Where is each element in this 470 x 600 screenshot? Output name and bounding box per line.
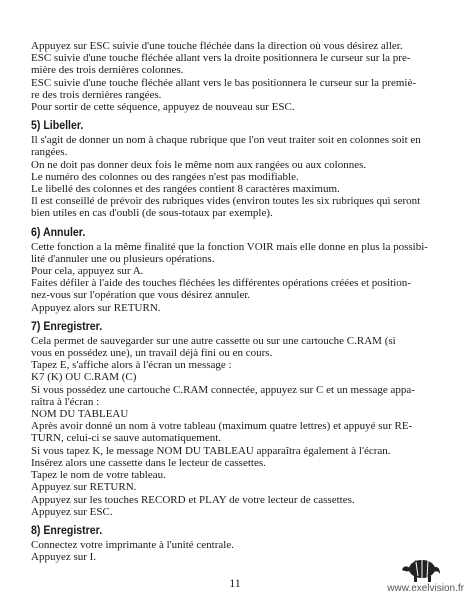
document-page <box>31 40 435 563</box>
text-line: Appuyez sur RETURN. <box>31 481 137 494</box>
text-line: Pour cela, appuyez sur A. <box>31 265 144 278</box>
text-line: bien utiles en cas d'oubli (de sous-totaux par exemple). <box>31 207 273 220</box>
text-line: Appuyez sur les touches RECORD et PLAY de votre lecteur de cassettes. <box>31 493 355 506</box>
text-line: Si vous possédez une cartouche C.RAM connectée, appuyez sur C et un message appa- <box>31 383 415 396</box>
text-line: rangées. <box>31 146 68 159</box>
section-enregistrer-7 <box>31 320 435 518</box>
text-line: Si vous tapez K, le message NOM DU TABLEAU apparaîtra également à l'écran. <box>31 444 391 457</box>
text-line: Appuyez sur I. <box>31 551 97 564</box>
section-enregistrer-8 <box>31 524 435 563</box>
text-line: Insérez alors une cassette dans le lecteur de cassettes. <box>31 456 266 469</box>
text-line: Appuyez sur ESC. <box>31 505 113 518</box>
text-line: vous en possédez une), un travail déjà fini ou en cours. <box>31 347 273 360</box>
text-line: TURN, celui-ci se sauve automatiquement. <box>31 432 221 445</box>
text-line: Cela permet de sauvegarder sur une autre cassette ou sur une cartouche C.RAM (si <box>31 334 396 347</box>
section-heading: 6) Annuler. <box>31 226 86 239</box>
armadillo-logo-icon <box>398 554 442 584</box>
text-line: Le libellé des colonnes et des rangées contient 8 caractères maximum. <box>31 183 340 196</box>
text-line: Tapez le nom de votre tableau. <box>31 469 166 482</box>
text-line: raîtra à l'écran : <box>31 395 100 408</box>
text-line: ESC suivie d'une touche fléchée allant vers la droite positionnera le curseur sur la pre- <box>31 52 411 65</box>
text-line: Le numéro des colonnes ou des rangées n'est pas modifiable. <box>31 170 299 183</box>
text-line: On ne doit pas donner deux fois le même nom aux rangées ou aux colonnes. <box>31 158 367 171</box>
text-line: Appuyez alors sur RETURN. <box>31 301 161 314</box>
text-line: Pour sortir de cette séquence, appuyez de nouveau sur ESC. <box>31 101 295 114</box>
text-line: Connectez votre imprimante à l'unité centrale. <box>31 538 234 551</box>
text-line: nez-vous sur l'opération que vous désirez annuler. <box>31 289 251 302</box>
text-line: Cette fonction a la même finalité que la fonction VOIR mais elle donne en plus la possibi- <box>31 240 428 253</box>
text-line: Tapez E, s'affiche alors à l'écran un message : <box>31 359 232 372</box>
section-heading: 5) Libeller. <box>31 120 84 133</box>
watermark: www.exelvision.fr <box>387 583 464 594</box>
section-libeller <box>31 119 435 219</box>
text-line: K7 (K) OU C.RAM (C) <box>31 371 137 384</box>
text-line: lité d'annuler une ou plusieurs opérations. <box>31 252 215 265</box>
intro-paragraph <box>31 40 435 113</box>
section-heading: 8) Enregistrer. <box>31 524 103 537</box>
text-line: ESC suivie d'une touche fléchée allant vers le bas positionnera le curseur sur la premiè- <box>31 76 417 89</box>
text-line: Il est conseillé de prévoir des rubriques vides (environ toutes les six rubriques qui seront <box>31 195 421 208</box>
section-heading: 7) Enregistrer. <box>31 320 103 333</box>
section-annuler <box>31 226 435 314</box>
text-line: mière des trois dernières colonnes. <box>31 64 184 77</box>
text-line: Après avoir donné un nom à votre tableau (maximum quatre lettres) et appuyé sur RE- <box>31 420 413 433</box>
text-line: Appuyez sur ESC suivie d'une touche fléchée dans la direction où vous désirez aller. <box>31 40 403 52</box>
text-line: Faites défiler à l'aide des touches fléchées les différentes opérations créées et position- <box>31 277 411 290</box>
text-line: re des trois dernières rangées. <box>31 88 162 101</box>
text-line: NOM DU TABLEAU <box>31 408 129 421</box>
page-number: 11 <box>229 576 241 590</box>
text-line: Il s'agit de donner un nom à chaque rubrique que l'on veut traiter soit en colonnes soit en <box>31 134 421 147</box>
